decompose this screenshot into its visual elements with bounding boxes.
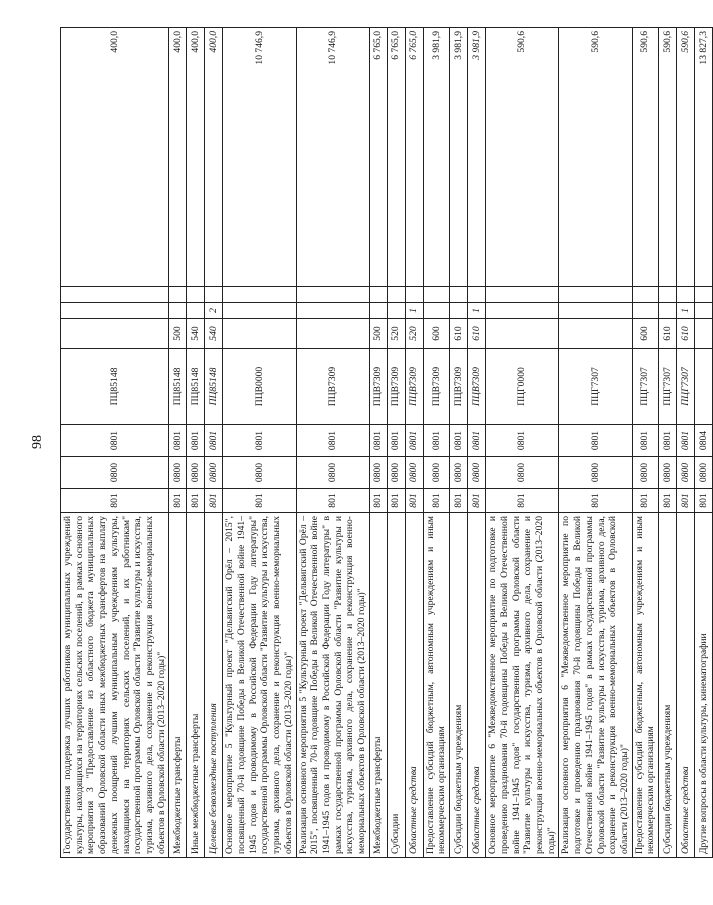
- row-amount: 400,0: [61, 28, 169, 287]
- row-extra-code: [486, 287, 559, 303]
- row-target-article: ПЦ85148: [169, 349, 187, 425]
- row-extra-code: [659, 287, 677, 303]
- row-subsection-code: 0801: [169, 425, 187, 457]
- table-row: [486, 28, 559, 858]
- row-amount: 400,0: [205, 28, 223, 287]
- row-target-article: ПЦВ7309: [296, 349, 369, 425]
- row-source-type: [296, 303, 369, 319]
- row-section-code: 0800: [223, 457, 296, 489]
- row-target-article: ПЦВ7309: [387, 349, 405, 425]
- row-grbs-code: 801: [486, 489, 559, 513]
- row-expense-type: [223, 319, 296, 349]
- row-amount: 10 746,9: [296, 28, 369, 287]
- row-source-type: [659, 303, 677, 319]
- row-name: Межбюджетные трансферты: [169, 513, 187, 858]
- row-name: Областные средства: [677, 513, 695, 858]
- row-target-article: ПЦГ7307: [559, 349, 632, 425]
- row-expense-type: [61, 319, 169, 349]
- row-source-type: [61, 303, 169, 319]
- row-name: Межбюджетные трансферты: [369, 513, 387, 858]
- row-section-code: 0800: [659, 457, 677, 489]
- row-subsection-code: 0804: [695, 425, 713, 457]
- row-target-article: ПЦГ7307: [659, 349, 677, 425]
- row-amount: 6 765,0: [369, 28, 387, 287]
- row-subsection-code: 0801: [187, 425, 205, 457]
- row-source-type: [169, 303, 187, 319]
- table-row: [169, 28, 187, 858]
- row-subsection-code: 0801: [659, 425, 677, 457]
- row-extra-code: [205, 287, 223, 303]
- row-subsection-code: 0801: [405, 425, 423, 457]
- row-source-type: 1: [468, 303, 486, 319]
- row-extra-code: [405, 287, 423, 303]
- row-expense-type: 610: [677, 319, 695, 349]
- row-grbs-code: 801: [450, 489, 468, 513]
- row-name: Предоставление субсидий бюджетным, автономным учреждениям и иным некоммерческим организациям: [632, 513, 658, 858]
- row-subsection-code: 0801: [423, 425, 449, 457]
- row-grbs-code: 801: [559, 489, 632, 513]
- row-grbs-code: 801: [405, 489, 423, 513]
- row-grbs-code: 801: [659, 489, 677, 513]
- row-target-article: ПЦВ7309: [468, 349, 486, 425]
- row-extra-code: [559, 287, 632, 303]
- row-grbs-code: 801: [468, 489, 486, 513]
- row-extra-code: [369, 287, 387, 303]
- row-name: Субсидии бюджетным учреждениям: [450, 513, 468, 858]
- row-extra-code: [468, 287, 486, 303]
- row-name: Основное мероприятие 6 "Межведомственное мероприятие по подготовке и проведению празднования 70-й годовщины Победы в Великой Отечественной войне 1941–1945 годов" государственной программы Орловской области "Развитие культуры и искусства, туризма, архивного дела, сохранение и реконструкция военно-мемориальных объектов в Орловской области (2013–2020 годы)": [486, 513, 559, 858]
- table-row: [205, 28, 223, 858]
- row-source-type: [632, 303, 658, 319]
- row-source-type: [187, 303, 205, 319]
- row-target-article: ПЦВ7309: [369, 349, 387, 425]
- row-expense-type: 540: [205, 319, 223, 349]
- row-subsection-code: 0801: [559, 425, 632, 457]
- budget-table: [60, 27, 713, 858]
- row-amount: 6 765,0: [405, 28, 423, 287]
- row-subsection-code: 0801: [450, 425, 468, 457]
- row-expense-type: 500: [369, 319, 387, 349]
- table-row: [296, 28, 369, 858]
- row-expense-type: [695, 319, 713, 349]
- row-source-type: [486, 303, 559, 319]
- row-target-article: [695, 349, 713, 425]
- row-grbs-code: 801: [205, 489, 223, 513]
- row-name: Областные средства: [405, 513, 423, 858]
- row-name: Реализация основного мероприятия 5 "Культурный проект "Дельвигский Орёл – 2015", посвященный 70-й годовщине Победы в Великой Отечественной войне 1941–1945 годов и проводимому в Российской Федерации Году литературы" в рамках государственной программы Орловской области "Развитие культуры и искусства, туризма, архивного дела, сохранение и реконструкция военно-мемориальных объектов в Орловской области (2013–2020 годы)": [296, 513, 369, 858]
- row-extra-code: [169, 287, 187, 303]
- row-grbs-code: 801: [677, 489, 695, 513]
- row-grbs-code: 801: [169, 489, 187, 513]
- row-name: Реализация основного мероприятия 6 "Межведомственное мероприятие по подготовке и проведению празднования 70-й годовщины Победы в Великой Отечественной войне 1941–1945 годов" в рамках государственной программы Орловской области "Развитие культуры и искусства, туризма, архивного дела, сохранение и реконструкция военно-мемориальных объектов в Орловской области (2013–2020 годы)": [559, 513, 632, 858]
- row-subsection-code: 0801: [223, 425, 296, 457]
- row-section-code: 0800: [695, 457, 713, 489]
- row-amount: 3 981,9: [468, 28, 486, 287]
- row-extra-code: [187, 287, 205, 303]
- row-name: Областные средства: [468, 513, 486, 858]
- row-expense-type: [559, 319, 632, 349]
- row-grbs-code: 801: [632, 489, 658, 513]
- table-row: [223, 28, 296, 858]
- table-row: [659, 28, 677, 858]
- row-grbs-code: 801: [387, 489, 405, 513]
- row-subsection-code: 0801: [205, 425, 223, 457]
- row-source-type: 2: [205, 303, 223, 319]
- row-expense-type: 500: [169, 319, 187, 349]
- row-expense-type: 520: [405, 319, 423, 349]
- row-section-code: 0800: [61, 457, 169, 489]
- row-source-type: [450, 303, 468, 319]
- row-target-article: ПЦГ7307: [677, 349, 695, 425]
- row-extra-code: [61, 287, 169, 303]
- row-target-article: ПЦ85148: [187, 349, 205, 425]
- table-row: [405, 28, 423, 858]
- row-target-article: ПЦВ7309: [423, 349, 449, 425]
- table-row: [187, 28, 205, 858]
- row-name: Другие вопросы в области культуры, кинематографии: [695, 513, 713, 858]
- row-amount: 3 981,9: [423, 28, 449, 287]
- table-row: [369, 28, 387, 858]
- row-expense-type: 520: [387, 319, 405, 349]
- row-subsection-code: 0801: [486, 425, 559, 457]
- table-row: [632, 28, 658, 858]
- row-amount: 10 746,9: [223, 28, 296, 287]
- row-section-code: 0800: [559, 457, 632, 489]
- row-source-type: 1: [405, 303, 423, 319]
- row-subsection-code: 0801: [468, 425, 486, 457]
- row-section-code: 0800: [369, 457, 387, 489]
- row-extra-code: [632, 287, 658, 303]
- row-target-article: ПЦГ0000: [486, 349, 559, 425]
- row-subsection-code: 0801: [387, 425, 405, 457]
- row-target-article: ПЦВ0000: [223, 349, 296, 425]
- row-section-code: 0800: [205, 457, 223, 489]
- row-expense-type: 610: [450, 319, 468, 349]
- row-expense-type: 540: [187, 319, 205, 349]
- row-expense-type: 600: [423, 319, 449, 349]
- page-number: 98: [30, 435, 45, 449]
- row-expense-type: [486, 319, 559, 349]
- row-amount: 590,6: [559, 28, 632, 287]
- row-extra-code: [695, 287, 713, 303]
- row-extra-code: [223, 287, 296, 303]
- row-section-code: 0800: [169, 457, 187, 489]
- row-grbs-code: 801: [296, 489, 369, 513]
- row-name: Целевые безвозмездные поступления: [205, 513, 223, 858]
- row-target-article: ПЦ85148: [61, 349, 169, 425]
- row-extra-code: [450, 287, 468, 303]
- row-grbs-code: 801: [61, 489, 169, 513]
- row-amount: 590,6: [632, 28, 658, 287]
- row-section-code: 0800: [296, 457, 369, 489]
- table-row: [387, 28, 405, 858]
- row-amount: 590,6: [486, 28, 559, 287]
- row-amount: 13 827,3: [695, 28, 713, 287]
- row-source-type: [387, 303, 405, 319]
- row-subsection-code: 0801: [632, 425, 658, 457]
- table-row: [61, 28, 169, 858]
- row-expense-type: [296, 319, 369, 349]
- row-amount: 590,6: [659, 28, 677, 287]
- row-extra-code: [296, 287, 369, 303]
- row-section-code: 0800: [486, 457, 559, 489]
- row-source-type: [695, 303, 713, 319]
- row-section-code: 0800: [405, 457, 423, 489]
- table-body: [61, 28, 713, 858]
- table-row: [695, 28, 713, 858]
- row-section-code: 0800: [632, 457, 658, 489]
- row-name: Основное мероприятие 5 "Культурный проект "Дельвигский Орёл – 2015", посвященный 70-й годовщине Победы в Великой Отечественной войне 1941–1945 годов и проводимому в Российской Федерации Году литературы" государственной программы Орловской области "Развитие культуры и искусства, туризма, архивного дела, сохранение и реконструкция военно-мемориальных объектов в Орловской области (2013–2020 годы)": [223, 513, 296, 858]
- row-section-code: 0800: [677, 457, 695, 489]
- budget-table-container: [60, 28, 709, 858]
- row-amount: 400,0: [169, 28, 187, 287]
- row-source-type: [559, 303, 632, 319]
- row-expense-type: 610: [659, 319, 677, 349]
- row-extra-code: [423, 287, 449, 303]
- table-row: [423, 28, 449, 858]
- table-row: [677, 28, 695, 858]
- row-amount: 400,0: [187, 28, 205, 287]
- row-name: Предоставление субсидий бюджетным, автономным учреждениям и иным некоммерческим организациям: [423, 513, 449, 858]
- row-name: Государственная поддержка лучших работников муниципальных учреждений культуры, находящихся на территориях сельских поселений, в рамках основного мероприятия 3 "Предоставление из областного бюджета муниципальных образований Орловской области иных межбюджетных трансфертов на выплату денежных поощрений лучшим муниципальным учреждениям культуры, находящимся на территориях сельских поселений, и их работникам" государственной программы Орловской области "Развитие культуры и искусства, туризма, архивного дела, сохранение и реконструкция военно-мемориальных объектов в Орловской области (2013–2020 годы)": [61, 513, 169, 858]
- row-subsection-code: 0801: [61, 425, 169, 457]
- row-section-code: 0800: [187, 457, 205, 489]
- row-source-type: 1: [677, 303, 695, 319]
- row-grbs-code: 801: [223, 489, 296, 513]
- row-target-article: ПЦВ7309: [450, 349, 468, 425]
- row-name: Субсидии бюджетным учреждениям: [659, 513, 677, 858]
- row-grbs-code: 801: [695, 489, 713, 513]
- row-target-article: ПЦ85148: [205, 349, 223, 425]
- row-amount: 590,6: [677, 28, 695, 287]
- row-name: Субсидии: [387, 513, 405, 858]
- row-section-code: 0800: [468, 457, 486, 489]
- row-target-article: ПЦВ7309: [405, 349, 423, 425]
- row-amount: 3 981,9: [450, 28, 468, 287]
- table-row: [450, 28, 468, 858]
- row-subsection-code: 0801: [369, 425, 387, 457]
- row-source-type: [423, 303, 449, 319]
- row-section-code: 0800: [387, 457, 405, 489]
- row-extra-code: [677, 287, 695, 303]
- row-source-type: [369, 303, 387, 319]
- row-grbs-code: 801: [187, 489, 205, 513]
- row-section-code: 0800: [450, 457, 468, 489]
- row-extra-code: [387, 287, 405, 303]
- row-grbs-code: 801: [369, 489, 387, 513]
- row-target-article: ПЦГ7307: [632, 349, 658, 425]
- row-amount: 6 765,0: [387, 28, 405, 287]
- row-section-code: 0800: [423, 457, 449, 489]
- row-source-type: [223, 303, 296, 319]
- table-row: [468, 28, 486, 858]
- row-expense-type: 600: [632, 319, 658, 349]
- row-name: Иные межбюджетные трансферты: [187, 513, 205, 858]
- table-row: [559, 28, 632, 858]
- row-grbs-code: 801: [423, 489, 449, 513]
- row-subsection-code: 0801: [296, 425, 369, 457]
- row-subsection-code: 0801: [677, 425, 695, 457]
- row-expense-type: 610: [468, 319, 486, 349]
